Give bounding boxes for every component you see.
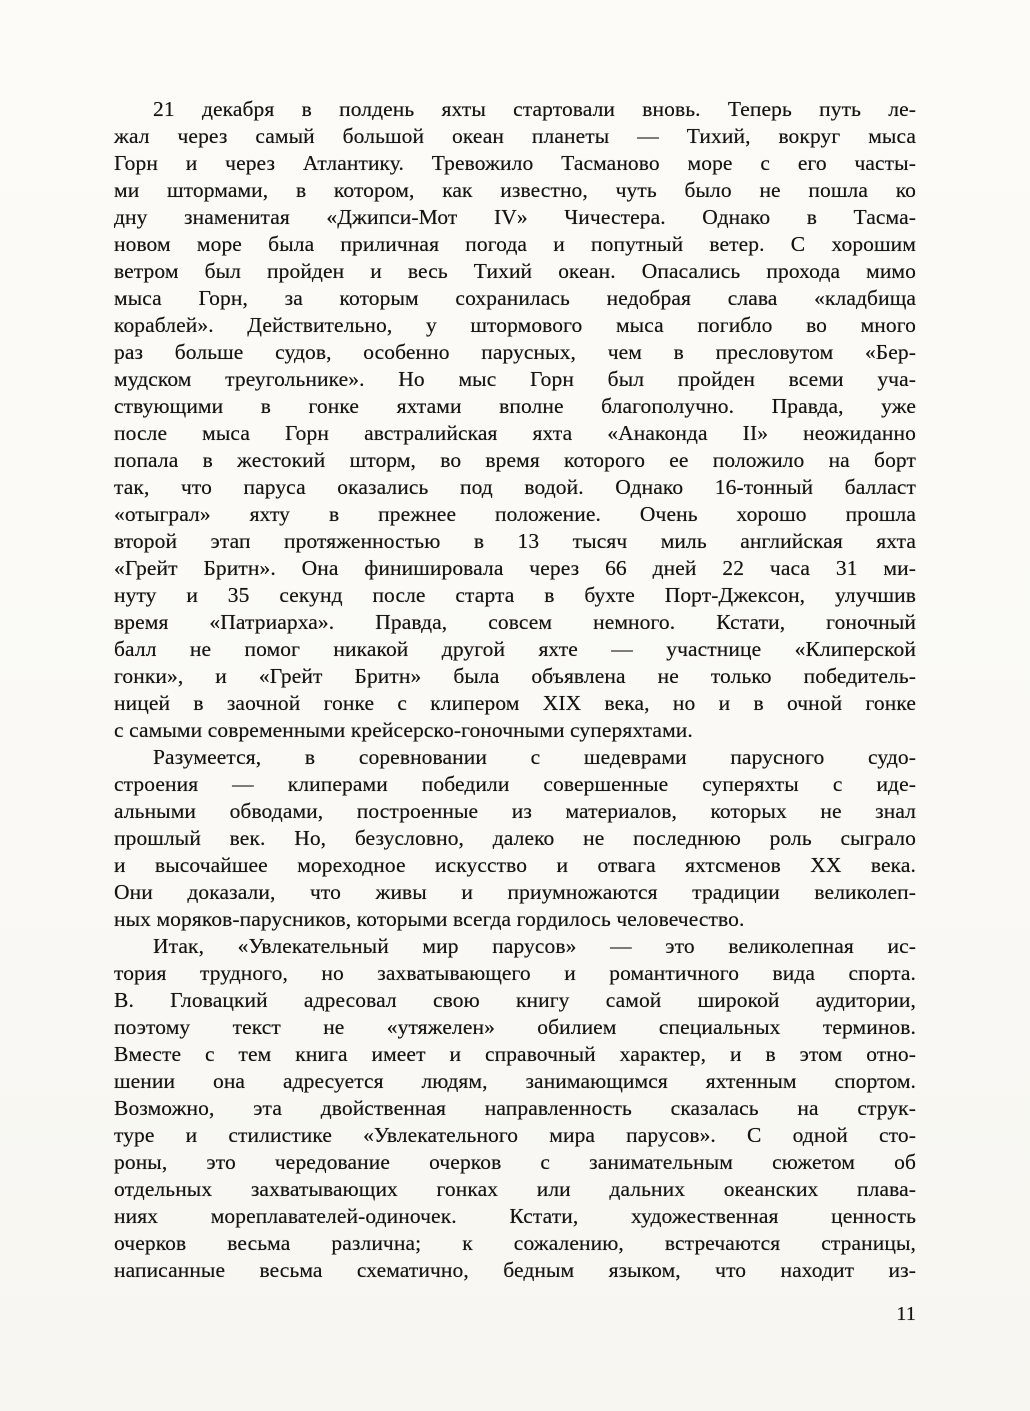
text-line: шении она адресуется людям, занимающимся яхтенным спортом. — [114, 1069, 916, 1093]
text-line: попала в жестокий шторм, во время которого ее положило на борт — [114, 448, 916, 472]
text-line: написанные весьма схематично, бедным языком, что находит из- — [114, 1258, 916, 1282]
text-line: ветром был пройден и весь Тихий океан. Опасались прохода мимо — [114, 259, 916, 283]
text-line: Вместе с тем книга имеет и справочный характер, и в этом отно- — [114, 1042, 916, 1066]
text-line: тория трудного, но захватывающего и романтичного вида спорта. — [114, 961, 916, 985]
text-line: ствующими в гонке яхтами вполне благополучно. Правда, уже — [114, 394, 916, 418]
text-line: кораблей». Действительно, у штормового мыса погибло во много — [114, 313, 916, 337]
text-line: «Грейт Бритн». Она финишировала через 66 дней 22 часа 31 ми- — [114, 556, 916, 580]
text-line: после мыса Горн австралийская яхта «Анаконда II» неожиданно — [114, 421, 916, 445]
text-line: время «Патриарха». Правда, совсем немного. Кстати, гоночный — [114, 610, 916, 634]
page-number: 11 — [896, 1303, 916, 1325]
text-line: роны, это чередование очерков с занимательным сюжетом об — [114, 1150, 916, 1174]
text-line: 21 декабря в полдень яхты стартовали вновь. Теперь путь ле- — [153, 97, 916, 121]
text-line: Итак, «Увлекательный мир парусов» — это великолепная ис- — [153, 934, 916, 958]
text-block — [114, 96, 916, 1284]
text-line: раз больше судов, особенно парусных, чем в пресловутом «Бер- — [114, 340, 916, 364]
text-line: прошлый век. Но, безусловно, далеко не последнюю роль сыграло — [114, 826, 916, 850]
text-line: с самыми современными крейсерско-гоночными суперяхтами. — [114, 718, 693, 742]
text-line: мудском треугольнике». Но мыс Горн был пройден всеми уча- — [114, 367, 916, 391]
text-line: мыса Горн, за которым сохранилась недобрая слава «кладбища — [114, 286, 916, 310]
text-line: ниях мореплавателей-одиночек. Кстати, художественная ценность — [114, 1204, 916, 1228]
text-line: отдельных захватывающих гонках или дальних океанских плава- — [114, 1177, 916, 1201]
text-line: гонки», и «Грейт Бритн» была объявлена не только победитель- — [114, 664, 916, 688]
text-line: ных моряков-парусников, которыми всегда гордилось человечество. — [114, 907, 745, 931]
text-line: и высочайшее мореходное искусство и отвага яхтсменов XX века. — [114, 853, 916, 877]
text-line: поэтому текст не «утяжелен» обилием специальных терминов. — [114, 1015, 916, 1039]
text-line: Возможно, эта двойственная направленность сказалась на струк- — [114, 1096, 916, 1120]
text-line: балл не помог никакой другой яхте — участнице «Клиперской — [114, 637, 916, 661]
text-line: Они доказали, что живы и приумножаются традиции великолеп- — [114, 880, 916, 904]
text-line: новом море была приличная погода и попутный ветер. С хорошим — [114, 232, 916, 256]
text-line: «отыграл» яхту в прежнее положение. Очень хорошо прошла — [114, 502, 916, 526]
text-line: второй этап протяженностью в 13 тысяч миль английская яхта — [114, 529, 916, 553]
paragraph-1 — [114, 96, 916, 744]
text-line: дну знаменитая «Джипси-Мот IV» Чичестера. Однако в Тасма- — [114, 205, 916, 229]
text-line: ницей в заочной гонке с клипером XIX века, но и в очной гонке — [114, 691, 916, 715]
text-line: туре и стилистике «Увлекательного мира парусов». С одной сто- — [114, 1123, 916, 1147]
text-line: очерков весьма различна; к сожалению, встречаются страницы, — [114, 1231, 916, 1255]
text-line: Горн и через Атлантику. Тревожило Тасманово море с его часты- — [114, 151, 916, 175]
paragraph-2 — [114, 744, 916, 933]
text-line: строения — клиперами победили совершенные суперяхты с иде- — [114, 772, 916, 796]
text-line: так, что паруса оказались под водой. Однако 16-тонный балласт — [114, 475, 916, 499]
text-line: В. Гловацкий адресовал свою книгу самой широкой аудитории, — [114, 988, 916, 1012]
text-line: нуту и 35 секунд после старта в бухте Порт-Джексон, улучшив — [114, 583, 916, 607]
text-line: ми штормами, в котором, как известно, чуть было не пошла ко — [114, 178, 916, 202]
text-line: Разумеется, в соревновании с шедеврами парусного судо- — [153, 745, 916, 769]
paragraph-3 — [114, 933, 916, 1284]
text-line: жал через самый большой океан планеты — Тихий, вокруг мыса — [114, 124, 916, 148]
text-line: альными обводами, построенные из материалов, которых не знал — [114, 799, 916, 823]
